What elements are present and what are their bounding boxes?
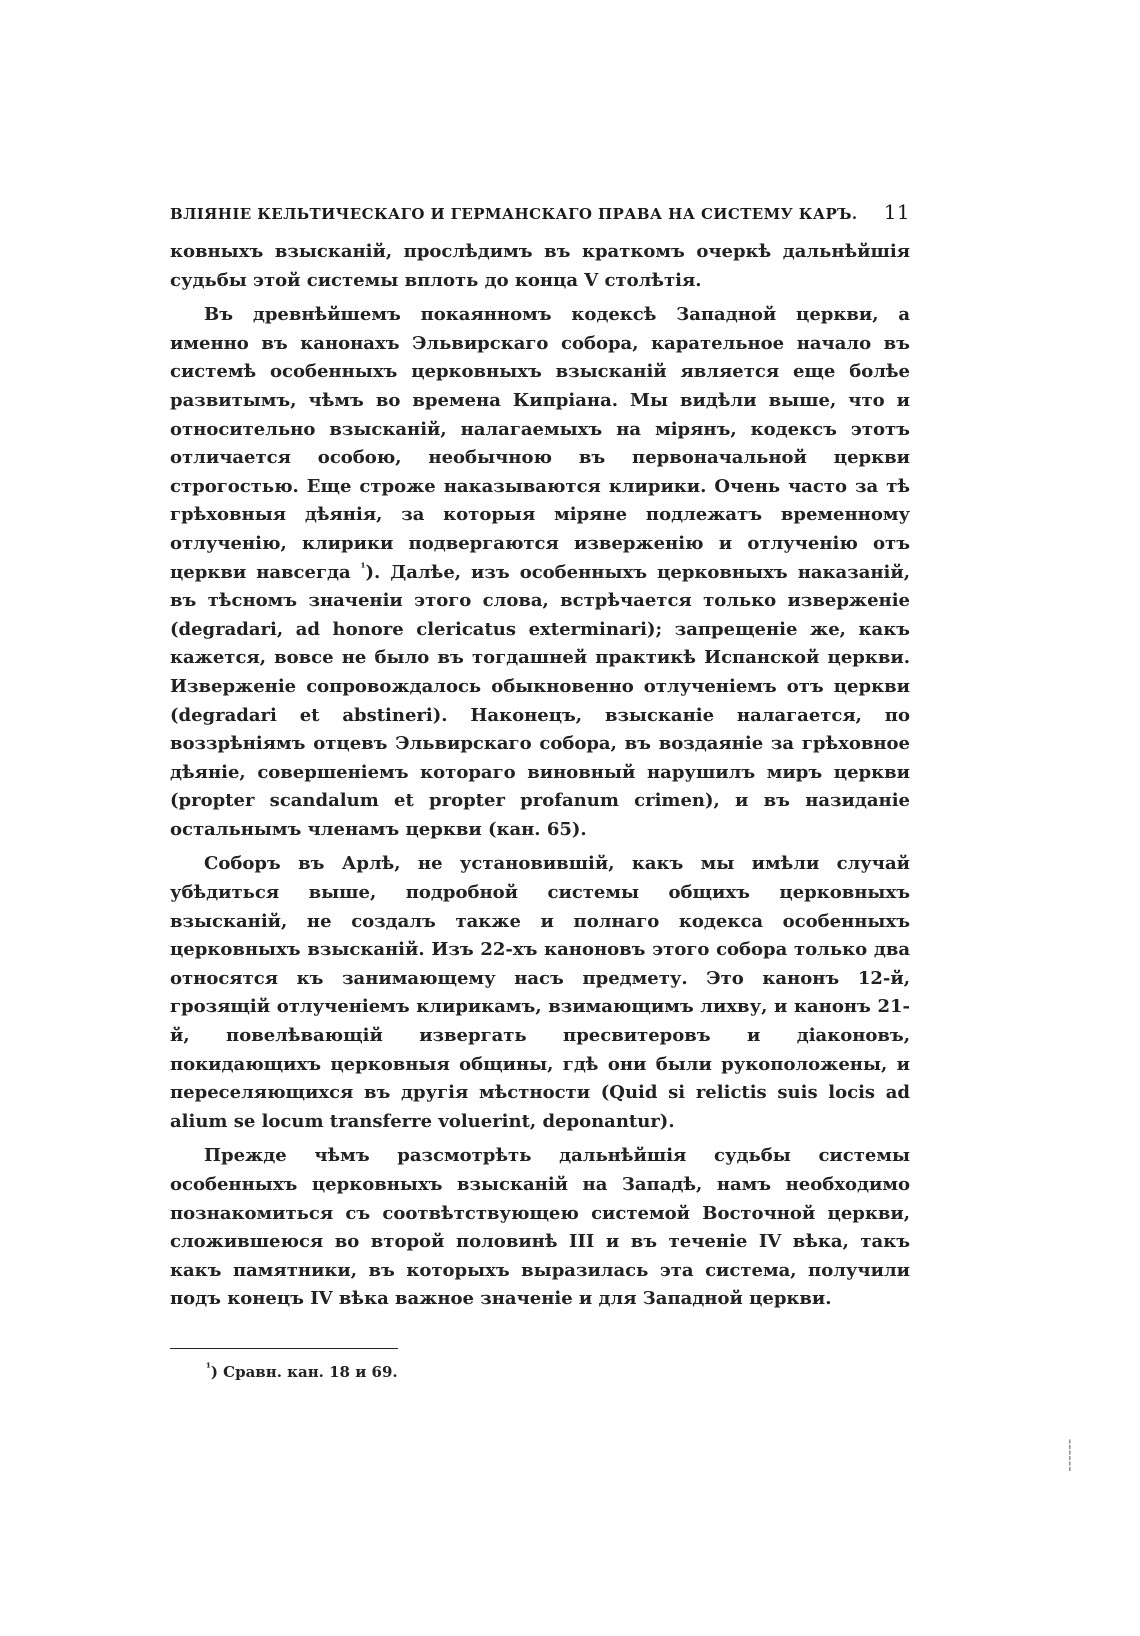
page-number: 11 (883, 200, 910, 224)
page (170, 200, 910, 1381)
running-head (170, 200, 910, 224)
footnote-reference: ¹ (360, 560, 366, 574)
footnote-marker: ¹ (206, 1360, 211, 1374)
footnote-divider (170, 1348, 398, 1349)
paragraph-2-text-before: Въ древнѣйшемъ покаянномъ кодексѣ Западной церкви, а именно въ канонахъ Эльвирскаго собора, карательное начало въ системѣ особенныхъ церковныхъ взысканій является еще болѣе развитымъ, чѣмъ во времена Кипріана. Мы видѣли выше, что и относительно взысканій, налагаемыхъ на мірянъ, кодексъ этотъ отличается особою, необычною въ первоначальной церкви строгостью. Еще строже наказываются клирики. Очень часто за тѣ грѣховныя дѣянія, за которыя міряне подлежатъ временному отлученію, клирики подвергаются изверженію и отлученію отъ церкви навсегда (170, 304, 910, 583)
paragraph-1: ковныхъ взысканій, прослѣдимъ въ краткомъ очеркѣ дальнѣйшія судьбы этой системы вплоть до конца V столѣтія. (170, 241, 910, 291)
paragraph-3: Соборъ въ Арлѣ, не установившій, какъ мы имѣли случай убѣдиться выше, подробной системы общихъ церковныхъ взысканій, не создалъ также и полнаго кодекса особенныхъ церковныхъ взысканій. Изъ 22-хъ каноновъ этого собора только два относятся къ занимающему насъ предмету. Это канонъ 12-й, грозящій отлученіемъ клирикамъ, взимающимъ лихву, и канонъ 21-й, повелѣвающій извергать пресвитеровъ и діаконовъ, покидающихъ церковныя общины, гдѣ они были рукоположены, и переселяющихся въ другія мѣстности (Quid si relictis suis locis ad alium se locum transferre voluerint, deponantur). (170, 853, 910, 1132)
footnote (206, 1360, 910, 1381)
paragraph-4: Прежде чѣмъ разсмотрѣть дальнѣйшія судьбы системы особенныхъ церковныхъ взысканій на Западѣ, намъ необходимо познакомиться съ соотвѣтствующею системой Восточной церкви, сложившеюся во второй половинѣ III и въ теченіе IV вѣка, такъ какъ памятники, въ которыхъ выразилась эта система, получили подъ конецъ IV вѣка важное значеніе и для Западной церкви. (170, 1145, 910, 1310)
body-text (170, 238, 910, 1314)
running-head-title: ВЛІЯНІЕ КЕЛЬТИЧЕСКАГО И ГЕРМАНСКАГО ПРАВА НА СИСТЕМУ КАРЪ. (170, 205, 858, 223)
footnote-text: ) Сравн. кан. 18 и 69. (210, 1362, 398, 1381)
paragraph-2-text-after: ). Далѣе, изъ особенныхъ церковныхъ наказаній, въ тѣсномъ значеніи этого слова, встрѣчается только изверженіе (degradari, ad honore clericatus exterminari); запрещеніе же, какъ кажется, вовсе не было въ тогдашней практикѣ Испанской церкви. Изверженіе сопровождалось обыкновенно отлученіемъ отъ церкви (degradari et abstineri). Наконецъ, взысканіе налагается, по воззрѣніямъ отцевъ Эльвирскаго собора, въ воздаяніе за грѣховное дѣяніе, совершеніемъ котораго виновный нарушилъ миръ церкви (propter scandalum et propter profanum crimen), и въ назиданіе остальнымъ членамъ церкви (кан. 65). (170, 561, 910, 840)
paragraph-2 (170, 301, 910, 844)
margin-marks: ¦ ¦ ¦ (1068, 1437, 1072, 1472)
